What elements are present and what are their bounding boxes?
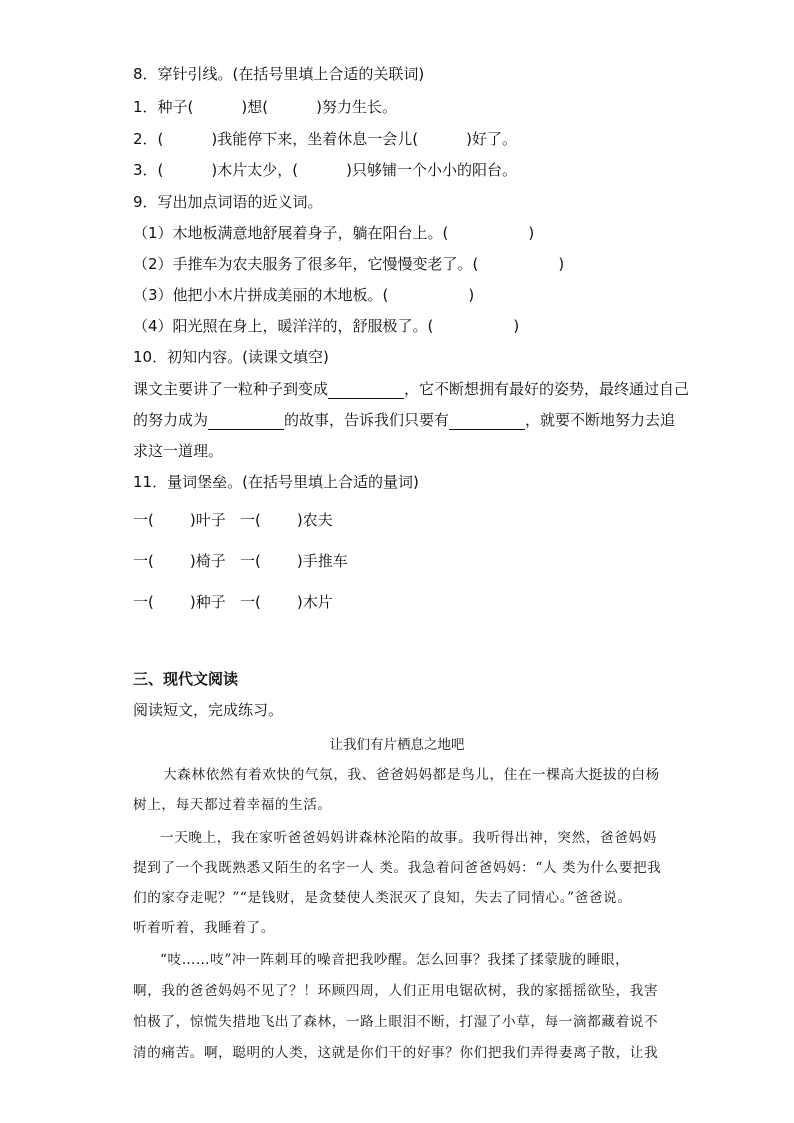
q10-line-3: 求这一道理。 — [133, 442, 224, 460]
reading-instruction: 阅读短文，完成练习。 — [133, 701, 284, 719]
q11-row-3: 一( )种子 一( )木片 — [133, 593, 333, 611]
q9-item-4: （4）阳光照在身上，暖洋洋的，舒服极了。( ) — [133, 317, 520, 335]
fill-blank[interactable] — [208, 413, 284, 430]
q10-heading: 10．初知内容。(读课文填空) — [133, 348, 329, 366]
story-title: 让我们有片栖息之地吧 — [329, 737, 465, 753]
q11-row-2: 一( )椅子 一( )手推车 — [133, 552, 348, 570]
q8-item-1: 1．种子( )想( )努力生长。 — [133, 98, 397, 116]
q9-item-1: （1）木地板满意地舒展着身子，躺在阳台上。( ) — [133, 224, 535, 242]
q9-heading: 9．写出加点词语的近义词。 — [133, 193, 323, 211]
q8-heading: 8．穿针引线。(在括号里填上合适的关联词) — [133, 65, 425, 83]
q8-item-2: 2．( )我能停下来，坐着休息一会儿( )好了。 — [133, 130, 517, 148]
story-line: 大森林依然有着欢快的气氛，我、爸爸妈妈都是鸟儿，住在一棵高大挺拔的白杨 — [163, 767, 660, 783]
q11-row-1: 一( )叶子 一( )农夫 — [133, 511, 333, 529]
q11-heading: 11．量词堡垒。(在括号里填上合适的量词) — [133, 473, 419, 491]
story-line: 树上，每天都过着幸福的生活。 — [133, 797, 332, 813]
story-line: “吱……吱”冲一阵刺耳的噪音把我吵醒。怎么回事？我揉了揉蒙胧的睡眼， — [160, 952, 630, 968]
story-line: 怕极了，惊慌失措地飞出了森林，一路上眼泪不断，打湿了小草，每一滴都藏着说不 — [133, 1014, 659, 1030]
story-line: 啊，我的爸爸妈妈不见了？！环顾四周，人们正用电锯砍树，我的家摇摇欲坠，我害 — [133, 983, 659, 999]
section-heading: 三、现代文阅读 — [133, 670, 239, 688]
q10-line-2: 的努力成为 的故事，告诉我们只要有 ，就要不断地努力去追 — [133, 411, 676, 429]
story-line: 一天晚上，我在家听爸爸妈妈讲森林沦陷的故事。我听得出神，突然，爸爸妈妈 — [160, 830, 657, 846]
story-line: 们的家夺走呢？”“是钱财，是贪婪使人类泯灭了良知，失去了同情心。”爸爸说。 — [133, 890, 632, 906]
q9-item-3: （3）他把小木片拼成美丽的木地板。( ) — [133, 286, 475, 304]
fill-blank[interactable] — [449, 413, 525, 430]
q10-line-1: 课文主要讲了一粒种子到变成 ，它不断想拥有最好的姿势，最终通过自己 — [133, 380, 690, 398]
story-line: 清的痛苦。啊，聪明的人类，这就是你们干的好事？你们把我们弄得妻离子散，让我 — [133, 1045, 659, 1061]
story-line: 提到了一个我既熟悉又陌生的名字一人 类。我急着问爸爸妈妈：“人 类为什么要把我 — [133, 860, 662, 876]
fill-blank[interactable] — [328, 382, 404, 399]
story-line: 听着听着，我睡着了。 — [133, 920, 275, 936]
q9-item-2: （2）手推车为农夫服务了很多年，它慢慢变老了。( ) — [133, 255, 565, 273]
q8-item-3: 3．( )木片太少，( )只够铺一个小小的阳台。 — [133, 161, 517, 179]
